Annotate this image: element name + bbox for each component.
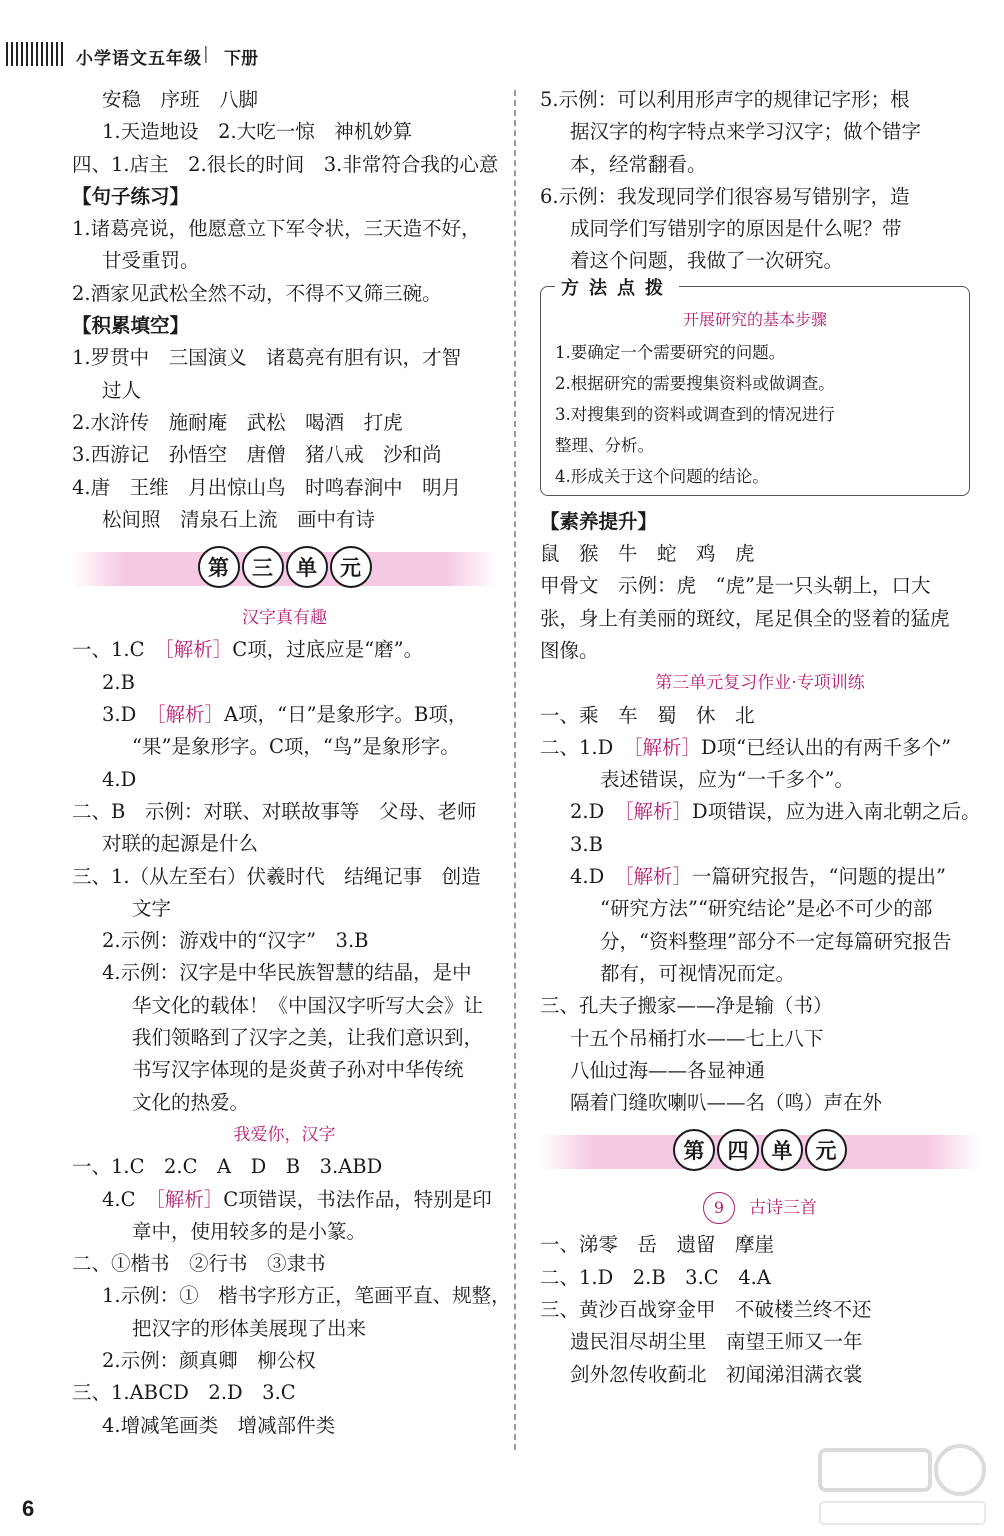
answer-line bbox=[72, 699, 497, 731]
unit-title-char: 元 bbox=[330, 546, 372, 588]
answer-line: 2.水浒传 施耐庵 武松 喝酒 打虎 bbox=[72, 410, 403, 434]
answer-line: 2.酒家见武松全然不动，不得不又筛三碗。 bbox=[72, 281, 442, 305]
answer-line: 分，“资料整理”部分不一定每篇研究报告 bbox=[600, 929, 952, 953]
answer-prefix: 一、1.C bbox=[72, 638, 165, 662]
answer-prefix: 4.C bbox=[102, 1187, 156, 1211]
answer-line: 把汉字的形体美展现了出来 bbox=[132, 1316, 367, 1340]
lesson-number: 9 bbox=[703, 1192, 735, 1224]
analysis-text: A项，“日”是象形字。B项， bbox=[224, 703, 468, 727]
method-item: 3.对搜集到的资料或调查到的情况进行 bbox=[555, 404, 835, 424]
header-separator: | bbox=[203, 44, 209, 64]
left-column bbox=[72, 84, 511, 1442]
answer-line: 一、乘 车 蜀 休 北 bbox=[540, 703, 755, 727]
unit-title-char: 单 bbox=[286, 546, 328, 588]
answer-line: 一、1.C 2.C A D B 3.ABD bbox=[72, 1155, 383, 1179]
answer-line: 【素养提升】 bbox=[540, 509, 658, 533]
right-block-2 bbox=[540, 506, 980, 667]
analysis-tag: ［解析］ bbox=[623, 865, 693, 889]
answer-line: 着这个问题，我做了一次研究。 bbox=[570, 249, 844, 273]
unit-title-char: 三 bbox=[242, 546, 284, 588]
answer-line: 1.示例：① 楷书字形方正，笔画平直、规整， bbox=[102, 1284, 511, 1308]
answer-line: 三、1.ABCD 2.D 3.C bbox=[72, 1381, 296, 1405]
answer-line: 2.B bbox=[102, 670, 135, 694]
answer-line bbox=[540, 732, 980, 764]
answer-line: 二、B 示例：对联、对联故事等 父母、老师 bbox=[72, 799, 477, 823]
answer-line: 剑外忽传收蓟北 初闻涕泪满衣裳 bbox=[570, 1362, 863, 1386]
method-subtitle: 开展研究的基本步骤 bbox=[682, 309, 827, 329]
answer-line: 4.D bbox=[102, 767, 137, 791]
watermark-logo bbox=[810, 1440, 990, 1530]
answer-line: 4.唐 王维 月出惊山鸟 时鸣春涧中 明月 bbox=[72, 475, 462, 499]
unit-3-banner bbox=[72, 542, 497, 598]
answer-line: 遗民泪尽胡尘里 南望王师又一年 bbox=[570, 1330, 863, 1354]
unit-title-char: 第 bbox=[673, 1129, 715, 1171]
unit-title-char: 元 bbox=[805, 1129, 847, 1171]
analysis-tag: ［解析］ bbox=[632, 735, 702, 759]
answer-line bbox=[540, 861, 980, 893]
answer-line: 过人 bbox=[102, 378, 142, 402]
answer-line: 甘受重罚。 bbox=[102, 249, 200, 273]
header-volume: 下册 bbox=[224, 49, 258, 69]
analysis-text: D项“已经认出的有两千多个” bbox=[701, 735, 952, 759]
right-block-1 bbox=[540, 84, 980, 278]
section-title-woaini-hanzi: 我爱你，汉字 bbox=[233, 1124, 336, 1145]
answer-line: 【句子练习】 bbox=[72, 184, 190, 208]
answer-line: 2.示例：颜真卿 柳公权 bbox=[102, 1348, 316, 1372]
answer-line: 对联的起源是什么 bbox=[102, 832, 259, 856]
answer-line: 成同学们写错别字的原因是什么呢？带 bbox=[570, 217, 902, 241]
answer-line: 四、1.店主 2.很长的时间 3.非常符合我的心意 bbox=[72, 152, 499, 176]
lesson-title-row bbox=[540, 1185, 980, 1229]
analysis-tag: ［解析］ bbox=[623, 800, 693, 824]
answer-line bbox=[72, 1184, 497, 1216]
answer-line bbox=[540, 796, 980, 828]
unit-3-title bbox=[198, 546, 372, 588]
answer-line: 安稳 序班 八脚 bbox=[102, 88, 259, 111]
left-block-1 bbox=[72, 84, 497, 536]
right-column bbox=[540, 84, 980, 1391]
answer-line: 十五个吊桶打水——七上八下 bbox=[570, 1026, 824, 1050]
answer-line: 本，经常翻看。 bbox=[570, 152, 707, 176]
answer-line: 据汉字的构字特点来学习汉字；做个错字 bbox=[570, 120, 922, 144]
answer-line: 文字 bbox=[132, 896, 172, 920]
answer-line: 章中，使用较多的是小篆。 bbox=[132, 1219, 367, 1243]
answer-line: 【积累填空】 bbox=[72, 314, 190, 338]
column-divider bbox=[514, 90, 516, 1450]
right-block-4 bbox=[540, 1229, 980, 1390]
answer-line: 三、黄沙百战穿金甲 不破楼兰终不还 bbox=[540, 1298, 872, 1322]
answer-line: 张，身上有美丽的斑纹，尾足俱全的竖着的猛虎 bbox=[540, 606, 950, 630]
answer-line: 三、孔夫子搬家——净是输（书） bbox=[540, 994, 833, 1018]
method-item: 4.形成关于这个问题的结论。 bbox=[555, 466, 769, 486]
answer-line: 3.B bbox=[570, 832, 603, 856]
answer-prefix: 二、1.D bbox=[540, 735, 633, 759]
answer-line: 表述错误，应为“一千多个”。 bbox=[600, 768, 854, 792]
answer-line: 隔着门缝吹喇叭——名（鸣）声在外 bbox=[570, 1091, 883, 1115]
unit-title-char: 单 bbox=[761, 1129, 803, 1171]
method-tip-box bbox=[540, 277, 970, 496]
left-block-3 bbox=[72, 1151, 511, 1442]
method-item: 2.根据研究的需要搜集资料或做调查。 bbox=[555, 373, 835, 393]
answer-line: 1.诸葛亮说，他愿意立下军令状，三天造不好， bbox=[72, 217, 481, 241]
method-items bbox=[555, 337, 835, 492]
page-header bbox=[0, 0, 1004, 80]
unit-title-char: 第 bbox=[198, 546, 240, 588]
method-item: 1.要确定一个需要研究的问题。 bbox=[555, 342, 786, 362]
answer-line: 我们领略到了汉字之美，让我们意识到， bbox=[132, 1026, 484, 1050]
answer-line: “果”是象形字。C项，“鸟”是象形字。 bbox=[132, 735, 460, 759]
answer-line: 2.示例：游戏中的“汉字” 3.B bbox=[102, 929, 369, 953]
answer-line: 鼠 猴 牛 蛇 鸡 虎 bbox=[540, 542, 755, 566]
answer-line: 松间照 清泉石上流 画中有诗 bbox=[102, 507, 376, 531]
answer-line: 一、涕零 岳 遗留 摩崖 bbox=[540, 1233, 775, 1257]
answer-prefix: 4.D bbox=[570, 865, 624, 889]
lesson-title: 古诗三首 bbox=[749, 1198, 817, 1219]
answer-line: 图像。 bbox=[540, 638, 599, 662]
analysis-text: 一篇研究报告，“问题的提出” bbox=[692, 865, 946, 889]
section-title-hanzi-youqu: 汉字真有趣 bbox=[242, 608, 327, 629]
analysis-tag: ［解析］ bbox=[155, 1187, 224, 1211]
analysis-text: C项错误，书法作品，特别是印 bbox=[223, 1187, 492, 1211]
analysis-text: C项，过底应是“磨”。 bbox=[232, 638, 424, 662]
answer-line: 5.示例：可以利用形声字的规律记字形；根 bbox=[540, 88, 910, 111]
answer-line: 二、①楷书 ②行书 ③隶书 bbox=[72, 1252, 326, 1276]
answer-line: 二、1.D 2.B 3.C 4.A bbox=[540, 1265, 771, 1289]
section-title-review: 第三单元复习作业·专项训练 bbox=[655, 673, 865, 694]
right-block-3 bbox=[540, 700, 980, 1120]
method-item: 整理、分析。 bbox=[555, 435, 654, 455]
answer-line: 6.示例：我发现同学们很容易写错别字，造 bbox=[540, 184, 910, 208]
barcode-decoration bbox=[6, 42, 66, 66]
page-number: 6 bbox=[22, 1496, 35, 1521]
answer-line: 都有，可视情况而定。 bbox=[600, 961, 796, 985]
answer-line: 1.罗贯中 三国演义 诸葛亮有胆有识，才智 bbox=[72, 346, 462, 370]
analysis-text: D项错误，应为进入南北朝之后。 bbox=[692, 800, 981, 824]
answer-line: 4.示例：汉字是中华民族智慧的结晶，是中 bbox=[102, 961, 472, 985]
answer-line: 三、1.（从左至右）伏羲时代 结绳记事 创造 bbox=[72, 864, 481, 888]
unit-4-title bbox=[673, 1129, 847, 1171]
answer-line: 1.天造地设 2.大吃一惊 神机妙算 bbox=[102, 120, 413, 144]
answer-line: 甲骨文 示例：虎 “虎”是一只头朝上，口大 bbox=[540, 574, 931, 598]
answer-line: 3.西游记 孙悟空 唐僧 猪八戒 沙和尚 bbox=[72, 443, 442, 467]
answer-line: 书写汉字体现的是炎黄子孙对中华传统 bbox=[132, 1058, 464, 1082]
answer-line bbox=[72, 634, 497, 666]
answer-line: 八仙过海——各显神通 bbox=[570, 1058, 766, 1082]
header-title: 小学语文五年级 bbox=[76, 49, 202, 69]
analysis-tag: ［解析］ bbox=[164, 638, 233, 662]
left-block-2 bbox=[72, 634, 497, 1118]
unit-4-banner bbox=[540, 1125, 980, 1181]
answer-line: “研究方法”“研究结论”是必不可少的部 bbox=[600, 897, 933, 921]
unit-title-char: 四 bbox=[717, 1129, 759, 1171]
answer-prefix: 2.D bbox=[570, 800, 624, 824]
answer-prefix: 3.D bbox=[102, 703, 156, 727]
answer-line: 文化的热爱。 bbox=[132, 1090, 250, 1114]
method-title: 方法点拨 bbox=[555, 274, 679, 300]
answer-line: 4.增减笔画类 增减部件类 bbox=[102, 1413, 336, 1437]
answer-line: 华文化的载体！《中国汉字听写大会》让 bbox=[132, 993, 484, 1017]
analysis-tag: ［解析］ bbox=[155, 703, 225, 727]
